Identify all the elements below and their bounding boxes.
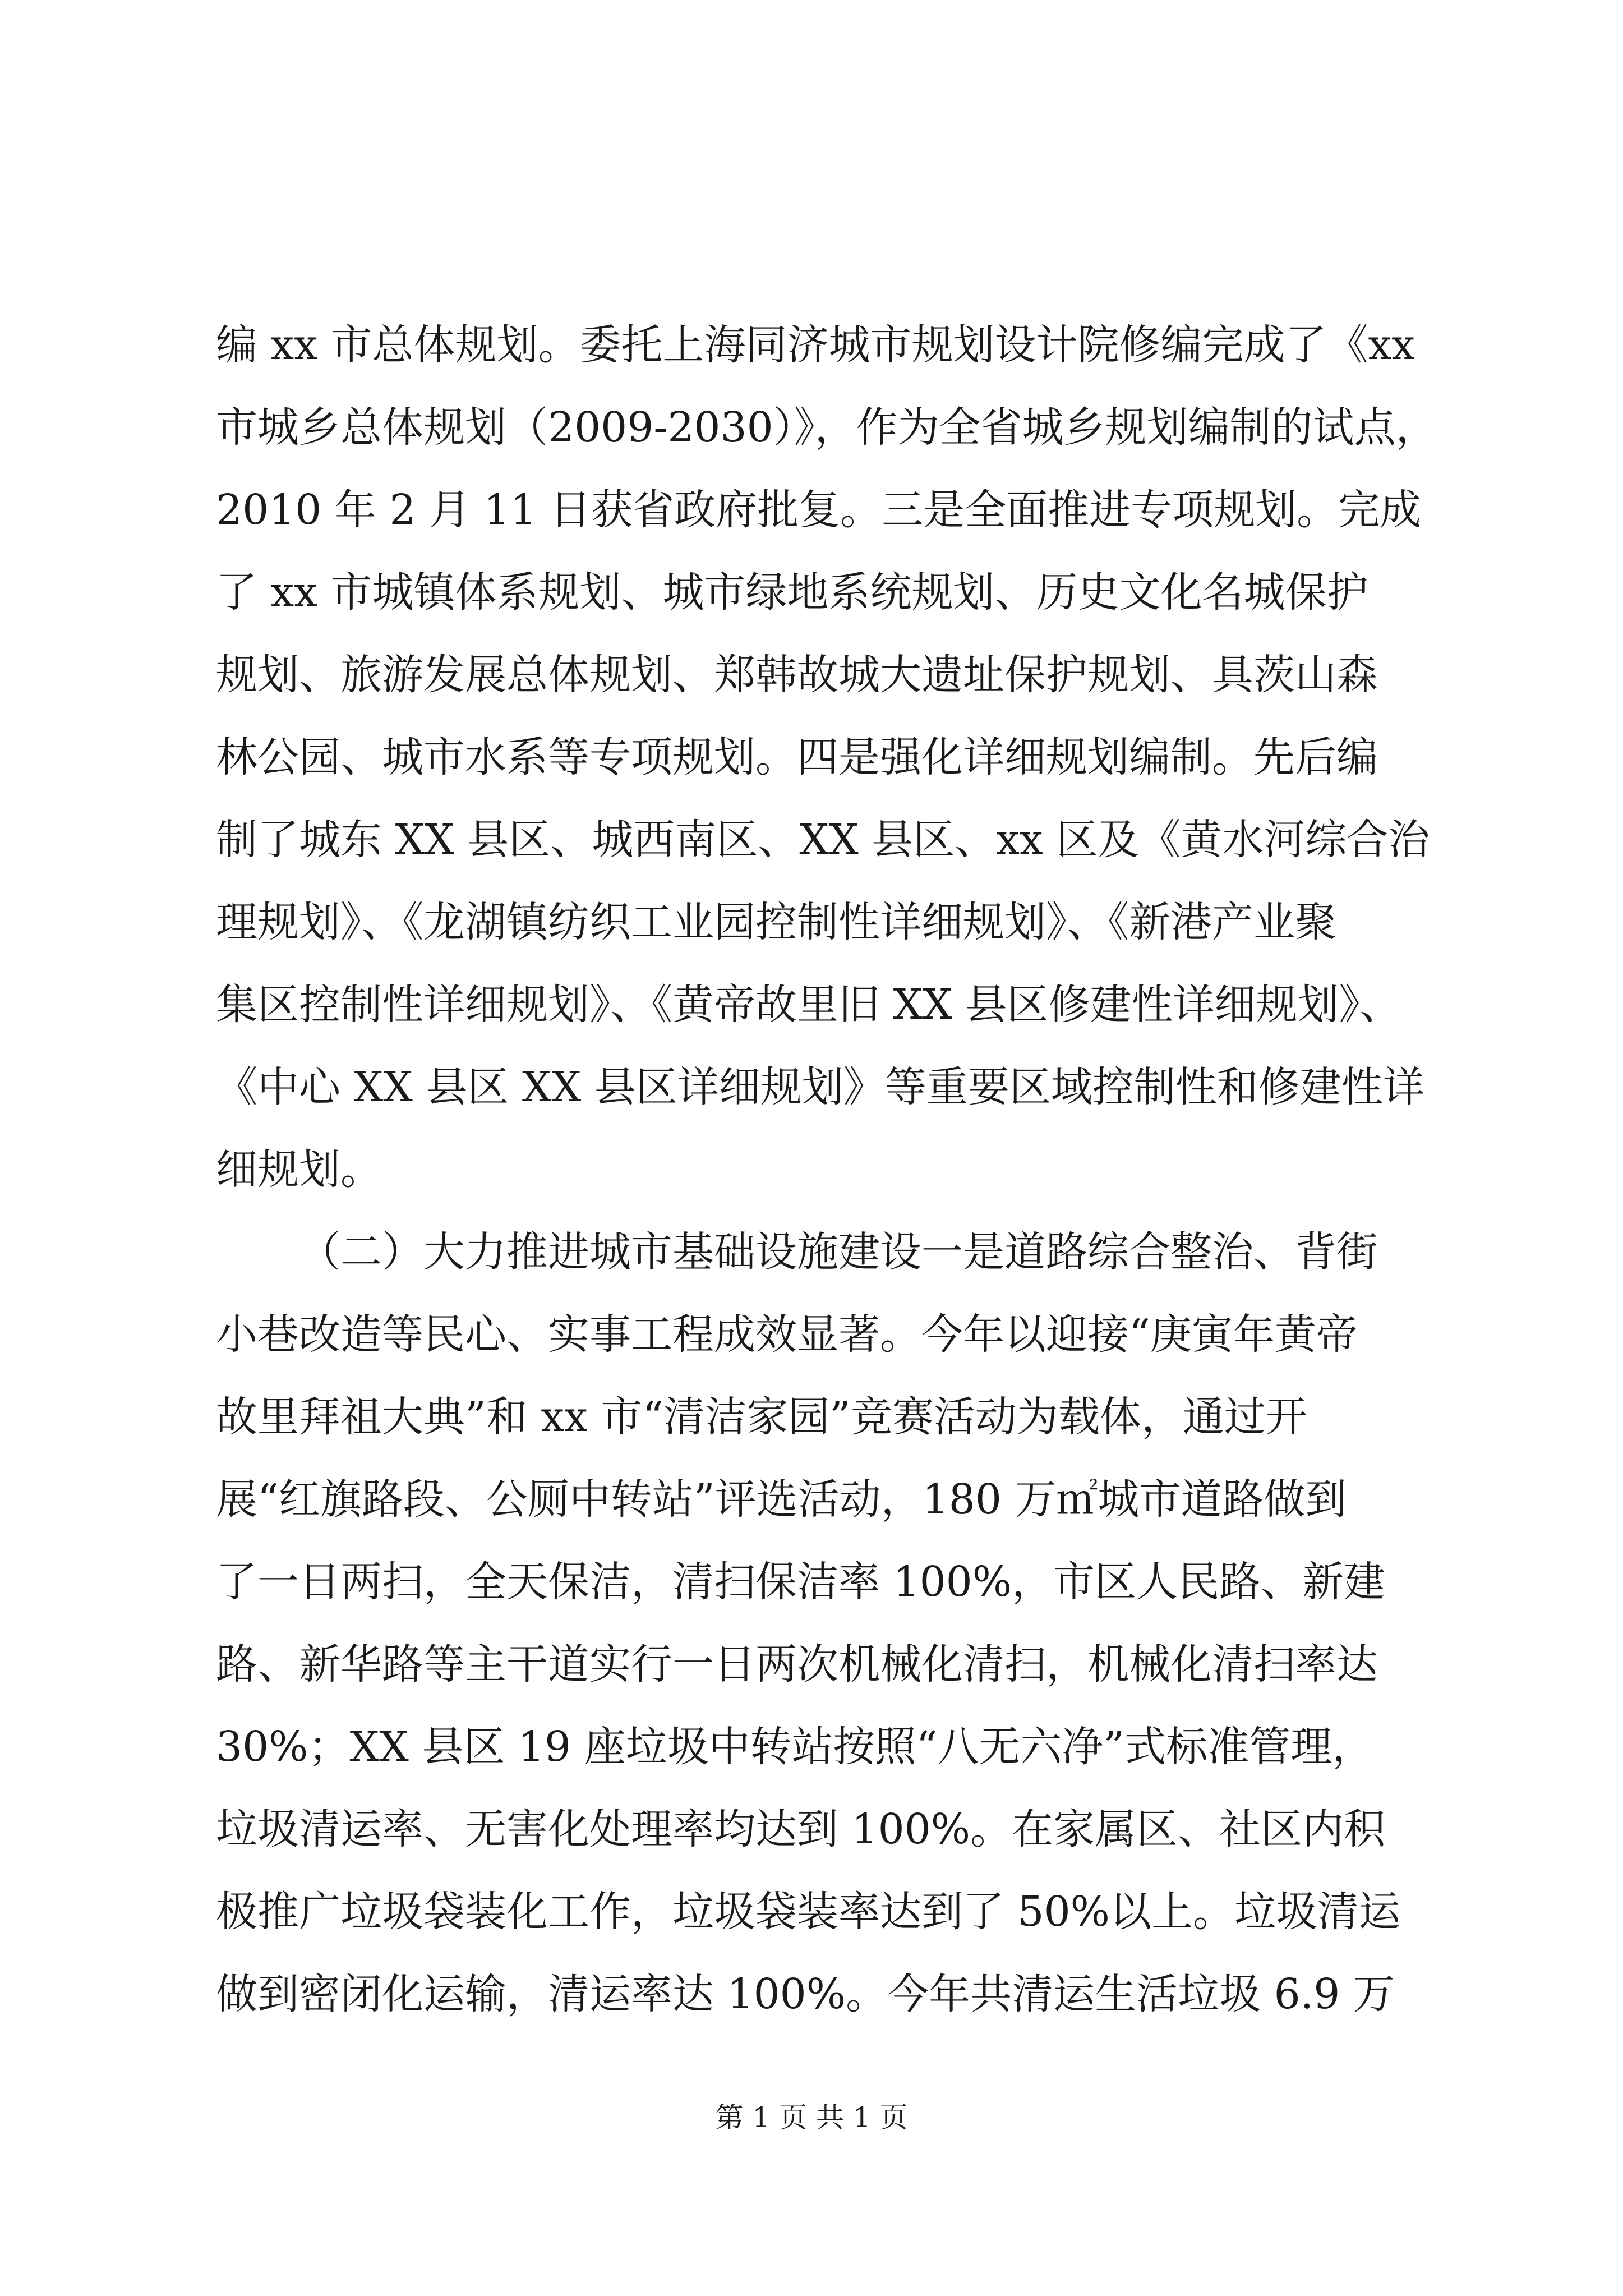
body-line: 做到密闭化运输，清运率达 100%。今年共清运生活垃圾 6.9 万 bbox=[216, 1970, 1395, 2018]
body-line: 2010 年 2 月 11 日获省政府批复。三是全面推进专项规划。完成 bbox=[216, 486, 1422, 534]
section-heading-line: （二）大力推进城市基础设施建设一是道路综合整治、背街 bbox=[299, 1228, 1378, 1276]
body-line: 制了城东 XX 县区、城西南区、XX 县区、xx 区及《黄水河综合治 bbox=[216, 816, 1430, 864]
body-line: 极推广垃圾袋装化工作，垃圾袋装率达到了 50%以上。垃圾清运 bbox=[216, 1888, 1400, 1936]
body-line: 林公园、城市水系等专项规划。四是强化详细规划编制。先后编 bbox=[216, 733, 1378, 781]
body-line: 小巷改造等民心、实事工程成效显著。今年以迎接“庚寅年黄帝 bbox=[216, 1310, 1358, 1359]
body-line: 编 xx 市总体规划。委托上海同济城市规划设计院修编完成了《xx bbox=[216, 321, 1415, 369]
body-line: 路、新华路等主干道实行一日两次机械化清扫，机械化清扫率达 bbox=[216, 1640, 1378, 1688]
body-line: 垃圾清运率、无害化处理率均达到 100%。在家属区、社区内积 bbox=[216, 1805, 1386, 1853]
body-line: 细规划。 bbox=[216, 1145, 382, 1194]
body-line: 市城乡总体规划（2009-2030）》，作为全省城乡规划编制的试点， bbox=[216, 403, 1437, 452]
body-line: 30%；XX 县区 19 座垃圾中转站按照“八无六净”式标准管理， bbox=[216, 1723, 1374, 1771]
body-line: 展“红旗路段、公厕中转站”评选活动，180 万㎡城市道路做到 bbox=[216, 1475, 1347, 1524]
page-footer: 第 1 页 共 1 页 bbox=[715, 2101, 908, 2134]
document-body bbox=[216, 304, 1437, 2036]
body-line: 《中心 XX 县区 XX 县区详细规划》等重要区域控制性和修建性详 bbox=[216, 1063, 1424, 1111]
body-line: 规划、旅游发展总体规划、郑韩故城大遗址保护规划、具茨山森 bbox=[216, 651, 1378, 699]
body-line: 了 xx 市城镇体系规划、城市绿地系统规划、历史文化名城保护 bbox=[216, 568, 1368, 616]
body-line: 理规划》、《龙湖镇纺织工业园控制性详细规划》、《新港产业聚 bbox=[216, 898, 1336, 946]
body-line: 集区控制性详细规划》、《黄帝故里旧 XX 县区修建性详细规划》、 bbox=[216, 981, 1401, 1029]
body-line: 了一日两扫，全天保洁，清扫保洁率 100%，市区人民路、新建 bbox=[216, 1558, 1386, 1606]
body-line: 故里拜祖大典”和 xx 市“清洁家园”竞赛活动为载体，通过开 bbox=[216, 1393, 1308, 1441]
